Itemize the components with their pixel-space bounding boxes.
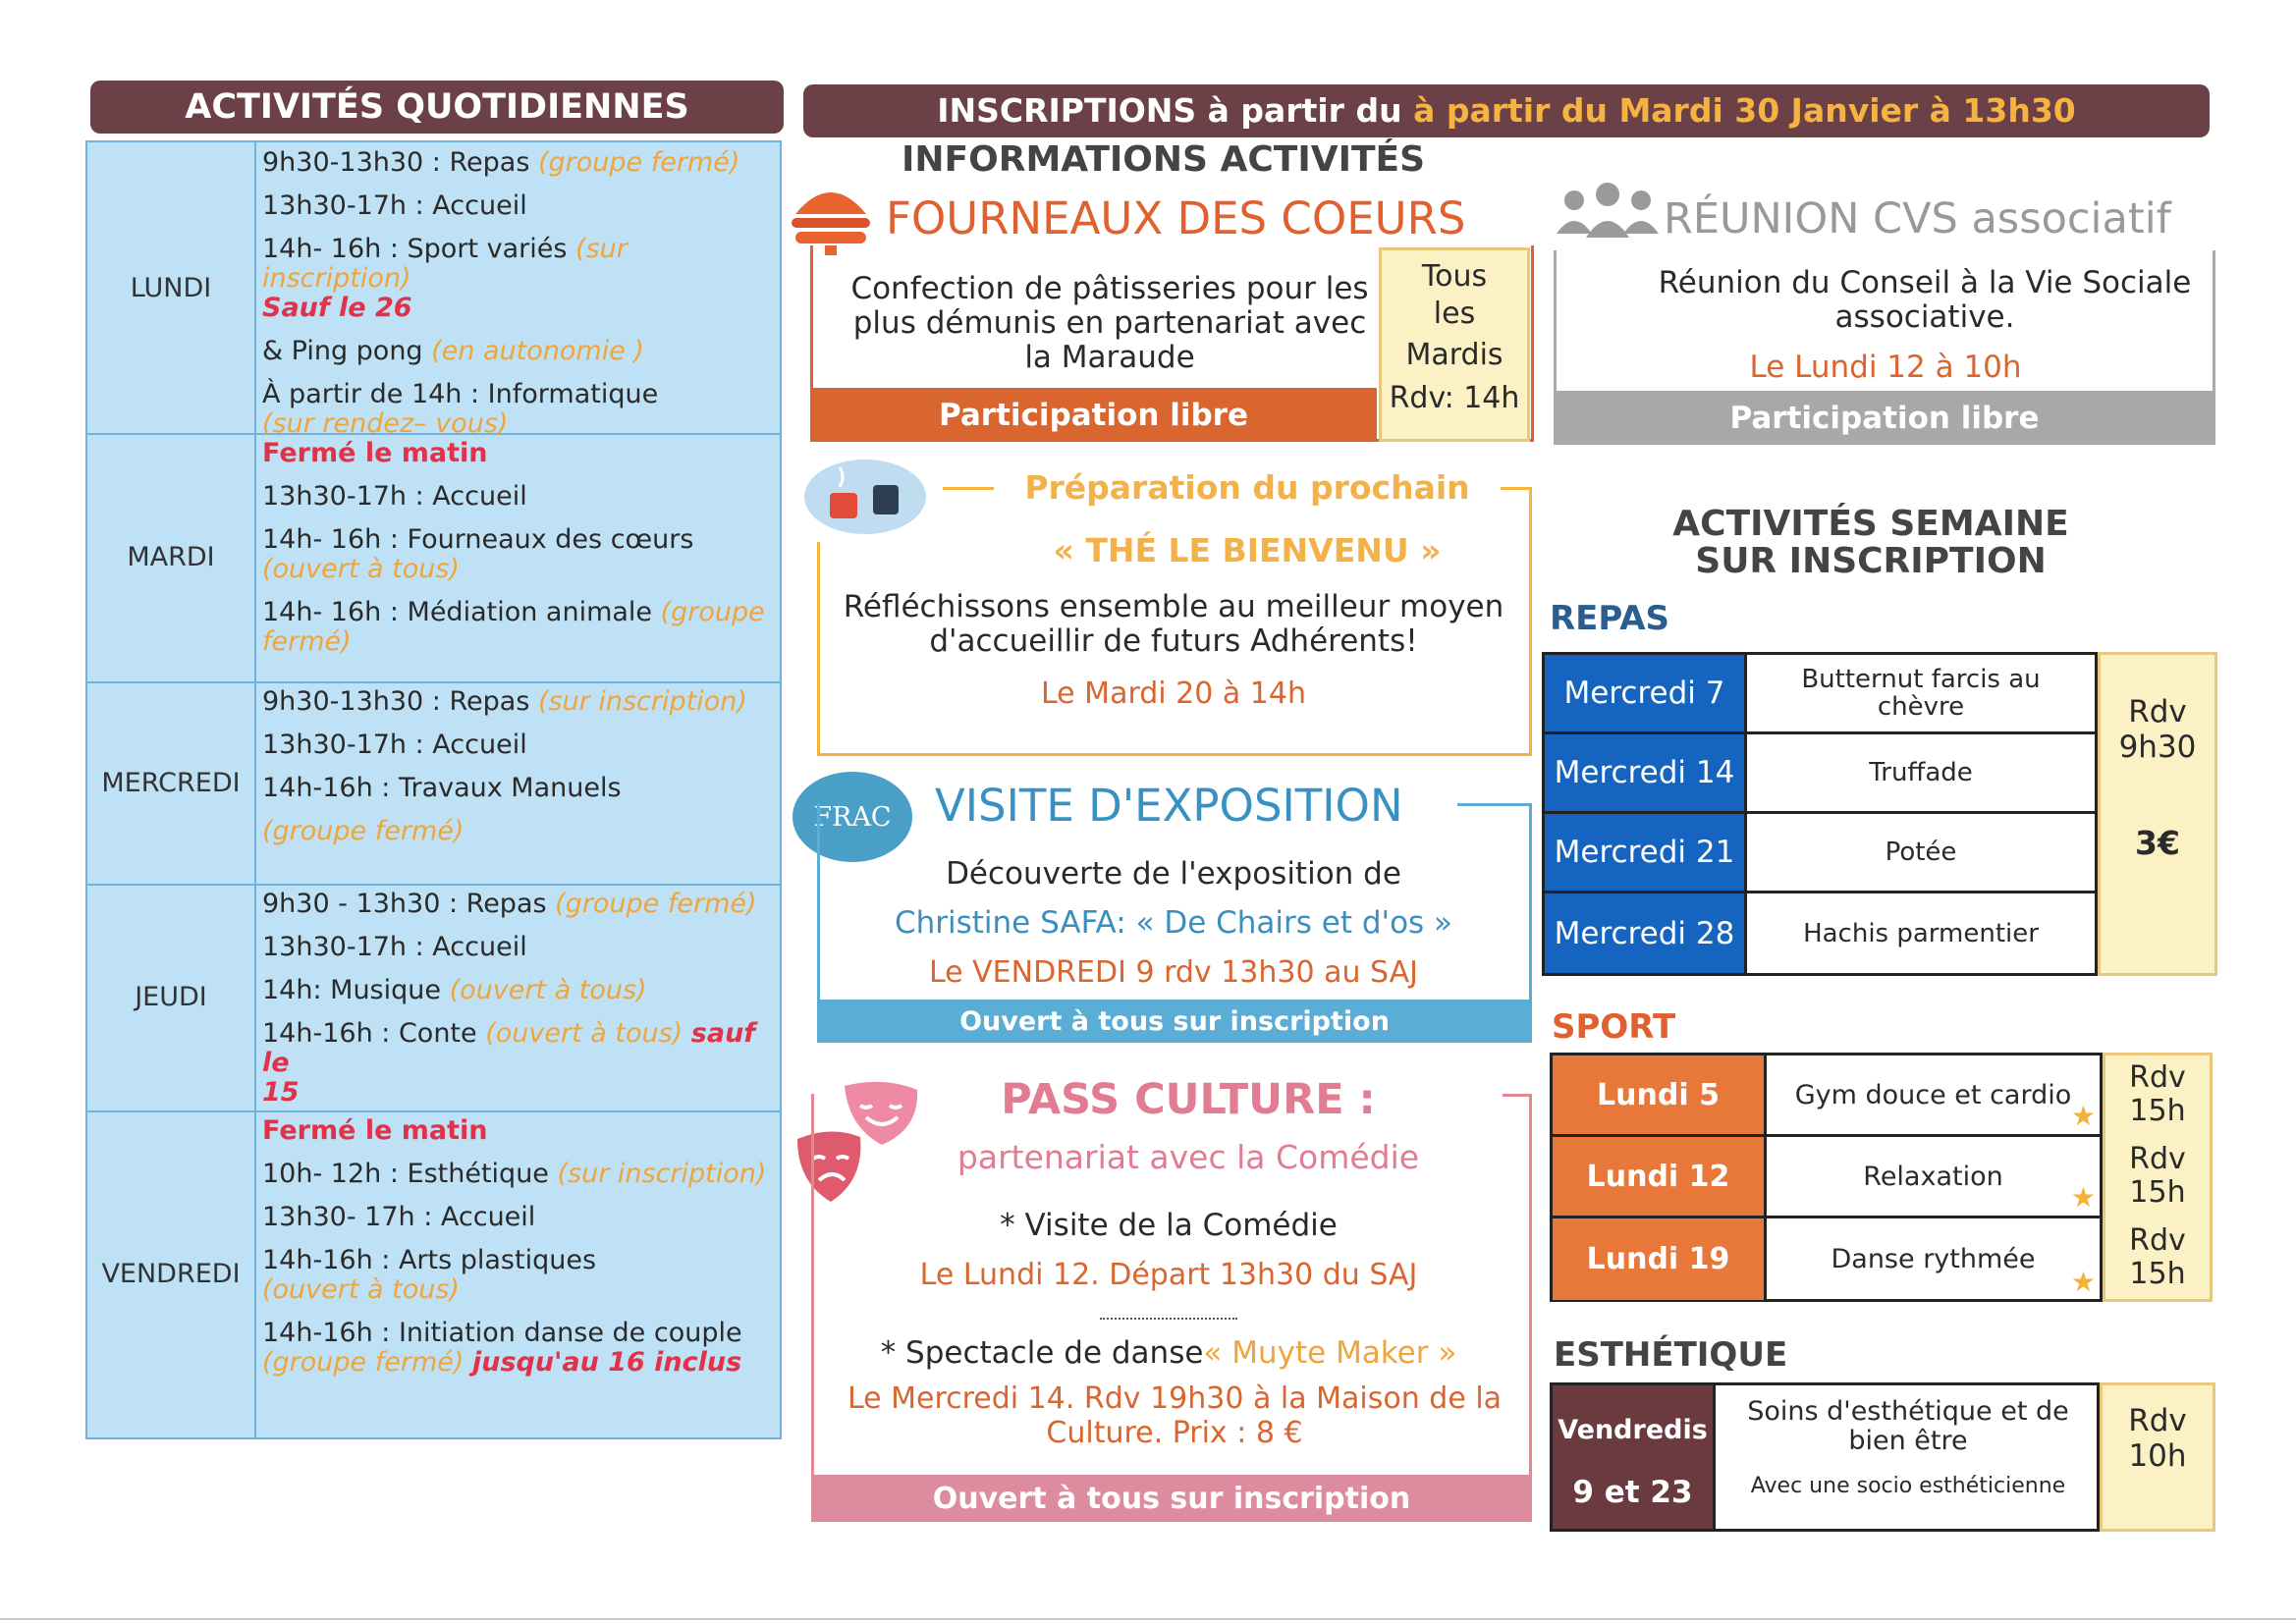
frac-logo-text: FRAC [813, 801, 892, 833]
sport-day: Lundi 12 [1553, 1137, 1767, 1216]
day-activities [262, 687, 772, 860]
pass-title: PASS CULTURE : [1001, 1075, 1376, 1124]
the-right-line [1529, 487, 1532, 546]
cvs-footer: Participation libre [1554, 391, 2215, 445]
activity-main: 13h30-17h : Accueil [262, 190, 527, 221]
the-top-line-right [1501, 487, 1532, 490]
repas-row [1545, 734, 2095, 814]
sport-day: Lundi 5 [1553, 1055, 1767, 1134]
activity-item [262, 890, 772, 919]
pass-item2-date: Le Mercredi 14. Rdv 19h30 à la Maison de la Culture. Prix : 8 € [847, 1381, 1503, 1450]
activity-orange: (ouvert à tous) [485, 1018, 691, 1049]
left-banner-title: ACTIVITÉS QUOTIDIENNES [185, 87, 689, 127]
star-icon: ★ [2070, 1181, 2096, 1214]
activity-item [262, 1319, 772, 1378]
activity-main: 14h-16h : Arts plastiques [262, 1245, 597, 1275]
repas-price: 3€ [2135, 824, 2180, 862]
activity-item [262, 687, 772, 717]
activity-main: 14h- 16h : Médiation animale [262, 597, 661, 627]
week-title-line2: SUR INSCRIPTION [1695, 540, 2047, 581]
the-date: Le Mardi 20 à 14h [1041, 676, 1306, 711]
activity-red-line: 15 [262, 1077, 300, 1108]
people-icon [1555, 183, 1661, 242]
esthetique-day1: Vendredis [1558, 1415, 1708, 1445]
esthetique-day2: 9 et 23 [1572, 1475, 1693, 1510]
fourneaux-frequency: Tous les [1421, 259, 1488, 331]
sport-label: SPORT [1552, 1007, 1676, 1047]
repas-side-box [2098, 652, 2217, 976]
esthetique-side-box [2100, 1382, 2215, 1532]
day-name: MARDI [87, 433, 256, 681]
repas-dish: Hachis parmentier [1803, 918, 2039, 948]
esthetique-activity: Soins d'esthétique et de bien être [1747, 1396, 2069, 1456]
activity-item [262, 525, 772, 584]
activity-item [262, 774, 772, 803]
activity-item [262, 1160, 772, 1189]
sport-activity: Relaxation [1863, 1161, 2003, 1192]
star-icon: ★ [2070, 1100, 2096, 1132]
page-bottom-rule [0, 1618, 2296, 1620]
the-title-line1: Préparation du prochain [1024, 467, 1470, 507]
day-row-jeudi [87, 884, 780, 1112]
activity-item [262, 191, 772, 221]
esthetique-day-cell [1553, 1385, 1716, 1529]
cvs-title: RÉUNION CVS associatif [1664, 194, 2171, 243]
day-row-mercredi [87, 681, 780, 886]
activity-item [262, 1203, 772, 1232]
day-row-mardi [87, 433, 780, 683]
activity-item [262, 235, 772, 323]
activity-main: 13h30-17h : Accueil [262, 481, 527, 512]
day-name: JEUDI [87, 884, 256, 1110]
activity-item [262, 148, 772, 178]
activity-main: 14h: Musique [262, 975, 450, 1005]
pass-footer: Ouvert à tous sur inscription [811, 1475, 1532, 1522]
activity-main: 13h30- 17h : Accueil [262, 1202, 536, 1232]
sport-rdv: Rdv 15h [2129, 1223, 2186, 1291]
right-banner [803, 84, 2210, 137]
burger-icon [786, 175, 876, 255]
the-description: Réfléchissons ensemble au meilleur moyen d'accueillir de futurs Adhérents! [843, 589, 1504, 659]
expo-line2: Christine SAFA: « De Chairs et d'os » [894, 905, 1453, 941]
activity-orange-line: (groupe fermé) [262, 1347, 472, 1378]
the-title-line2: « THÉ LE BIENVENU » [1053, 530, 1442, 569]
repas-row [1545, 893, 2095, 973]
sport-rdv-column [2103, 1053, 2213, 1302]
activity-orange: (sur inscription) [537, 686, 747, 717]
repas-day: Mercredi 7 [1545, 655, 1747, 731]
activity-item [262, 482, 772, 512]
expo-line3: Le VENDREDI 9 rdv 13h30 au SAJ [928, 954, 1419, 990]
repas-row [1545, 655, 2095, 734]
activity-orange: (groupe [660, 597, 765, 627]
day-name: MERCREDI [87, 681, 256, 884]
activity-main: 13h30-17h : Accueil [262, 730, 527, 760]
esthetique-note: Avec une socio esthéticienne [1750, 1474, 2066, 1498]
fourneaux-footer: Participation libre [810, 388, 1377, 442]
repas-day: Mercredi 14 [1545, 734, 1747, 811]
activity-item [262, 817, 772, 846]
sport-activity: Danse rythmée [1831, 1244, 2036, 1274]
fourneaux-time: Rdv: 14h [1389, 381, 1520, 415]
sport-table [1550, 1053, 2103, 1302]
repas-dish: Butternut farcis au chèvre [1801, 665, 2041, 722]
expo-footer: Ouvert à tous sur inscription [817, 1000, 1532, 1043]
activity-item [262, 933, 772, 962]
activity-orange-line: (sur rendez– vous) [262, 408, 509, 439]
repas-dish: Potée [1885, 838, 1957, 867]
activity-orange: (sur inscription) [262, 234, 628, 294]
activity-item [262, 730, 772, 760]
week-title-line1: ACTIVITÉS SEMAINE [1672, 503, 2069, 544]
activity-main: 13h30-17h : Accueil [262, 932, 527, 962]
activity-orange: (ouvert à tous) [449, 975, 647, 1005]
expo-line1: Découverte de l'exposition de [946, 856, 1401, 892]
day-row-vendredi [87, 1110, 780, 1437]
activity-main: 9h30 - 13h30 : Repas [262, 889, 556, 919]
day-name: LUNDI [87, 142, 256, 433]
activity-item [262, 337, 772, 366]
activity-main: 14h- 16h : Sport variés [262, 234, 575, 264]
activity-item [262, 976, 772, 1005]
sport-activity: Gym douce et cardio [1794, 1079, 2072, 1110]
activity-item [262, 380, 772, 439]
esthetique-label: ESTHÉTIQUE [1554, 1335, 1788, 1375]
day-name: VENDREDI [87, 1110, 256, 1437]
day-activities [262, 1116, 772, 1391]
cups-icon [800, 458, 930, 542]
pass-item2 [845, 1331, 1493, 1375]
activity-red-tail: jusqu'au 16 inclus [471, 1347, 742, 1378]
activity-main: 9h30-13h30 : Repas [262, 686, 538, 717]
activity-main: 9h30-13h30 : Repas [262, 147, 538, 178]
activity-orange: (groupe fermé) [537, 147, 740, 178]
sport-rdv: Rdv 15h [2129, 1060, 2186, 1128]
activity-item [262, 1246, 772, 1305]
day-activities [262, 148, 772, 453]
registration-prefix: INSCRIPTIONS à partir du [937, 91, 1402, 130]
repas-dish: Truffade [1869, 758, 1973, 787]
day-row-lundi [87, 142, 780, 439]
activity-note-line [262, 627, 772, 657]
pass-item1-date: Le Lundi 12. Départ 13h30 du SAJ [919, 1257, 1418, 1292]
registration-date: à partir du Mardi 30 Janvier à 13h30 [1413, 91, 2076, 130]
activity-orange-line: fermé) [262, 626, 352, 657]
activity-note-line [262, 555, 772, 584]
activity-orange-line: (ouvert à tous) [262, 1274, 460, 1305]
fourneaux-side-box [1379, 247, 1530, 442]
sport-rdv: Rdv 15h [2129, 1142, 2186, 1210]
daily-activities-table [85, 140, 782, 1439]
activity-red-head: Fermé le matin [262, 438, 488, 468]
activity-item [262, 1019, 772, 1108]
repas-day: Mercredi 21 [1545, 814, 1747, 891]
activity-orange-line: (ouvert à tous) [262, 554, 460, 584]
cvs-description: Réunion du Conseil à la Vie Sociale associative. [1658, 265, 2192, 335]
esthetique-activity-cell [1720, 1385, 2097, 1529]
cvs-date: Le Lundi 12 à 10h [1749, 350, 2022, 385]
activity-main: 14h-16h : Initiation danse de couple [262, 1318, 742, 1348]
repas-row [1545, 814, 2095, 893]
fourneaux-title: FOURNEAUX DES COEURS [886, 192, 1466, 244]
info-title: INFORMATIONS ACTIVITÉS [902, 139, 1426, 180]
pass-item2-prefix: * Spectacle de danse [880, 1335, 1204, 1371]
activity-item [262, 598, 772, 657]
repas-day: Mercredi 28 [1545, 893, 1747, 973]
activity-note-line [262, 1275, 772, 1305]
activity-main: 10h- 12h : Esthétique [262, 1159, 558, 1189]
sport-row [1553, 1218, 2100, 1300]
pass-item1: * Visite de la Comédie [1000, 1208, 1338, 1243]
activity-main: 14h-16h : Travaux Manuels [262, 773, 622, 803]
activity-main: 14h- 16h : Fourneaux des cœurs [262, 524, 694, 555]
day-activities [262, 890, 772, 1121]
activity-note-line [262, 817, 772, 846]
activity-orange: (sur inscription) [557, 1159, 767, 1189]
repas-rdv: Rdv 9h30 [2118, 694, 2197, 765]
pass-separator [1100, 1318, 1237, 1320]
esthetique-table [1550, 1382, 2100, 1532]
activity-item [262, 1116, 772, 1146]
pass-subtitle: partenariat avec la Comédie [957, 1137, 1420, 1176]
activity-item [262, 439, 772, 468]
pass-item2-name: « Muyte Maker » [1203, 1335, 1457, 1371]
activity-red: sauf le [262, 1018, 756, 1078]
activity-main: À partir de 14h : Informatique [262, 379, 659, 409]
activity-orange: (en autonomie ) [431, 336, 644, 366]
fourneaux-day: Mardis [1405, 338, 1503, 372]
esthetique-rdv: Rdv 10h [2128, 1403, 2187, 1474]
activity-main: & Ping pong [262, 336, 432, 366]
repas-table [1542, 652, 2098, 976]
sport-row [1553, 1137, 2100, 1218]
sport-row [1553, 1055, 2100, 1137]
expo-title: VISITE D'EXPOSITION [935, 780, 1403, 832]
activity-note-line [262, 1348, 772, 1378]
activity-main: 14h-16h : Conte [262, 1018, 486, 1049]
repas-label: REPAS [1550, 599, 1670, 638]
the-top-line-left [943, 487, 994, 490]
activity-orange: (groupe fermé) [555, 889, 757, 919]
sport-day: Lundi 19 [1553, 1218, 1767, 1300]
activity-orange-line: (groupe fermé) [262, 816, 465, 846]
left-banner [90, 81, 784, 134]
star-icon: ★ [2070, 1266, 2096, 1298]
activity-red-line: Sauf le 26 [262, 293, 412, 323]
day-activities [262, 439, 772, 671]
fourneaux-description: Confection de pâtisseries pour les plus démunis en partenariat avec la Maraude [850, 270, 1369, 375]
activity-red-head: Fermé le matin [262, 1115, 488, 1146]
